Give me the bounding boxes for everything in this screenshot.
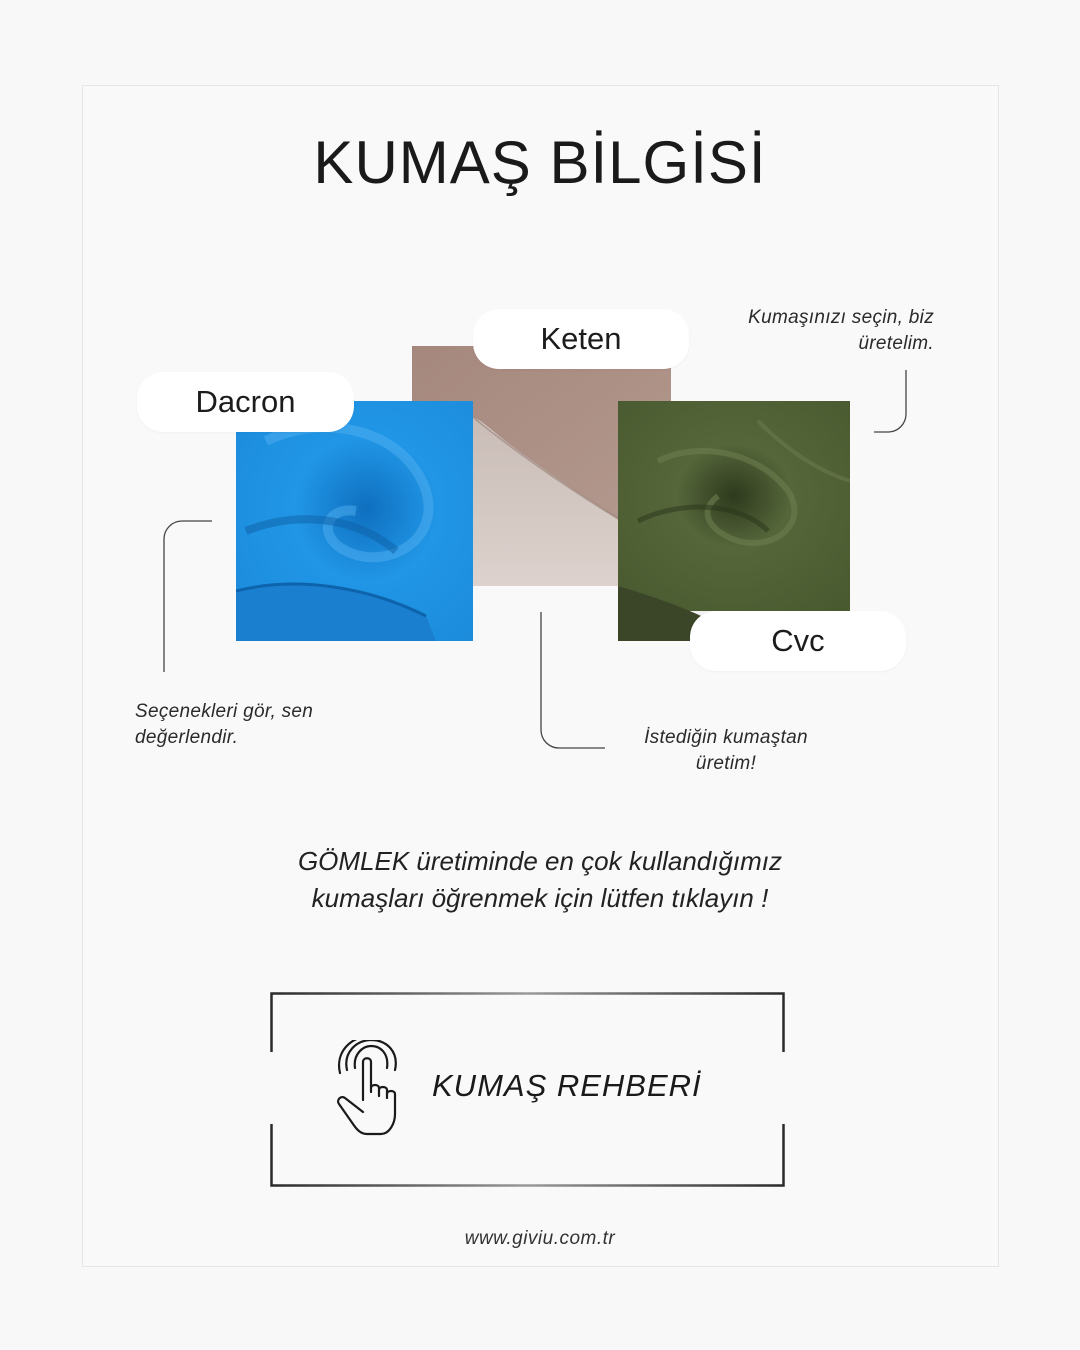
note-bottom: İstediğin kumaştan üretim!: [644, 727, 808, 774]
page-title: KUMAŞ BİLGİSİ: [313, 129, 767, 196]
cta-line-2: kumaşları öğrenmek için lütfen tıklayın !: [311, 883, 769, 913]
tap-hand-icon: [333, 1040, 409, 1143]
keten-label: Keten: [473, 309, 689, 369]
fabric-guide-label[interactable]: KUMAŞ REHBERİ: [432, 1068, 702, 1103]
cta-line-1: GÖMLEK üretiminde en çok kullandığımız: [297, 846, 783, 876]
note-left: Seçenekleri gör, sen değerlendir.: [135, 701, 314, 748]
cvc-label: Cvc: [690, 611, 906, 671]
footer-url[interactable]: www.giviu.com.tr: [464, 1228, 616, 1249]
dacron-label: Dacron: [137, 372, 354, 432]
note-top-right: Kumaşınızı seçin, biz üretelim.: [748, 307, 934, 354]
